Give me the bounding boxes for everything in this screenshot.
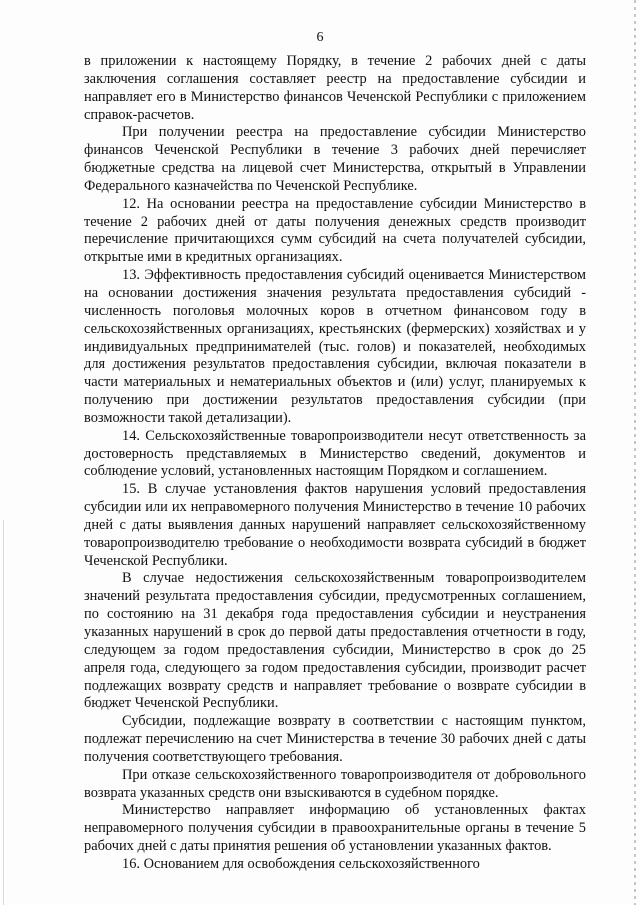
paragraph-item-16: 16. Основанием для освобождения сельскохозяйственного bbox=[122, 855, 480, 872]
paragraph-court-recovery: При отказе сельскохозяйственного товаропроизводителя от добровольного возврата указанных средств они взыскиваются в судебном порядке. bbox=[84, 766, 586, 801]
scan-edge-right bbox=[634, 0, 636, 905]
paragraph-non-achievement: В случае недостижения сельскохозяйственным товаропроизводителем значений результата предоставления субсидии, предусмотренных соглашением, по состоянию на 31 декабря года предоставления субсидии и неустранения указанных нарушений в срок до первой даты предоставления отчетности в году, следующем за годом предоставления субсидии, Министерство в срок до 25 апреля года, следующего за годом предоставления субсидии, производит расчет подлежащих возврату средств и направляет требование о возврате субсидии в бюджет Чеченской Республики. bbox=[84, 570, 586, 712]
paragraph-law-enforcement: Министерство направляет информацию об установленных фактах неправомерного получения субсидии в правоохранительные органы в течение 5 рабочих дней с даты принятия решения об установлении указанных фактов. bbox=[84, 802, 586, 855]
paragraph-continuation: в приложении к настоящему Порядку, в течение 2 рабочих дней с даты заключения соглашения составляет реестр на предоставление субсидии и направляет его в Министерство финансов Чеченской Республики с приложением справок-расчетов. bbox=[84, 53, 586, 123]
paragraph-item-15: 15. В случае установления фактов нарушения условий предоставления субсидии или их неправомерного получения Министерство в течение 10 рабочих дней с даты выявления данных нарушений направляет сельскохозяйственному товаропроизводителю требование о необходимости возврата субсидий в бюджет Чеченской Республики. bbox=[84, 481, 586, 569]
paragraph-item-14: 14. Сельскохозяйственные товаропроизводители несут ответственность за достоверность представляемых в Министерство сведений, документов и соблюдение условий, установленных настоящим Порядком и соглашением. bbox=[84, 427, 586, 480]
page-number: 6 bbox=[316, 30, 324, 45]
paragraph-item-13: 13. Эффективность предоставления субсидий оценивается Министерством на основании достижения значения результата предоставления субсидий - численность поголовья молочных коров в отчетном финансовом году в сельскохозяйственных организациях, крестьянских (фермерских) хозяйствах и у индивидуальных предпринимателей (тыс. голов) и показателей, необходимых для достижения результатов предоставления субсидии, включая показатели в части материальных и нематериальных объектов и (или) услуг, планируемых к получению при достижении результатов предоставления субсидии (при возможности такой детализации). bbox=[84, 267, 586, 426]
paragraph-refund-transfer: Субсидии, подлежащие возврату в соответствии с настоящим пунктом, подлежат перечислению на счет Министерства в течение 30 рабочих дней с даты получения соответствующего требования. bbox=[84, 713, 586, 765]
scan-edge-left bbox=[3, 520, 4, 905]
paragraph-registry-funding: При получении реестра на предоставление субсидии Министерство финансов Чеченской Республики в течение 3 рабочих дней перечисляет бюджетные средства на лицевой счет Министерства, открытый в Управлении Федерального казначейства по Чеченской Республике. bbox=[84, 124, 586, 194]
document-body bbox=[84, 53, 586, 874]
paragraph-item-12: 12. На основании реестра на предоставление субсидии Министерство в течение 2 рабочих дней от даты получения денежных средств производит перечисление причитающихся сумм субсидий на счета получателей субсидии, открытые ими в кредитных организациях. bbox=[84, 195, 586, 266]
